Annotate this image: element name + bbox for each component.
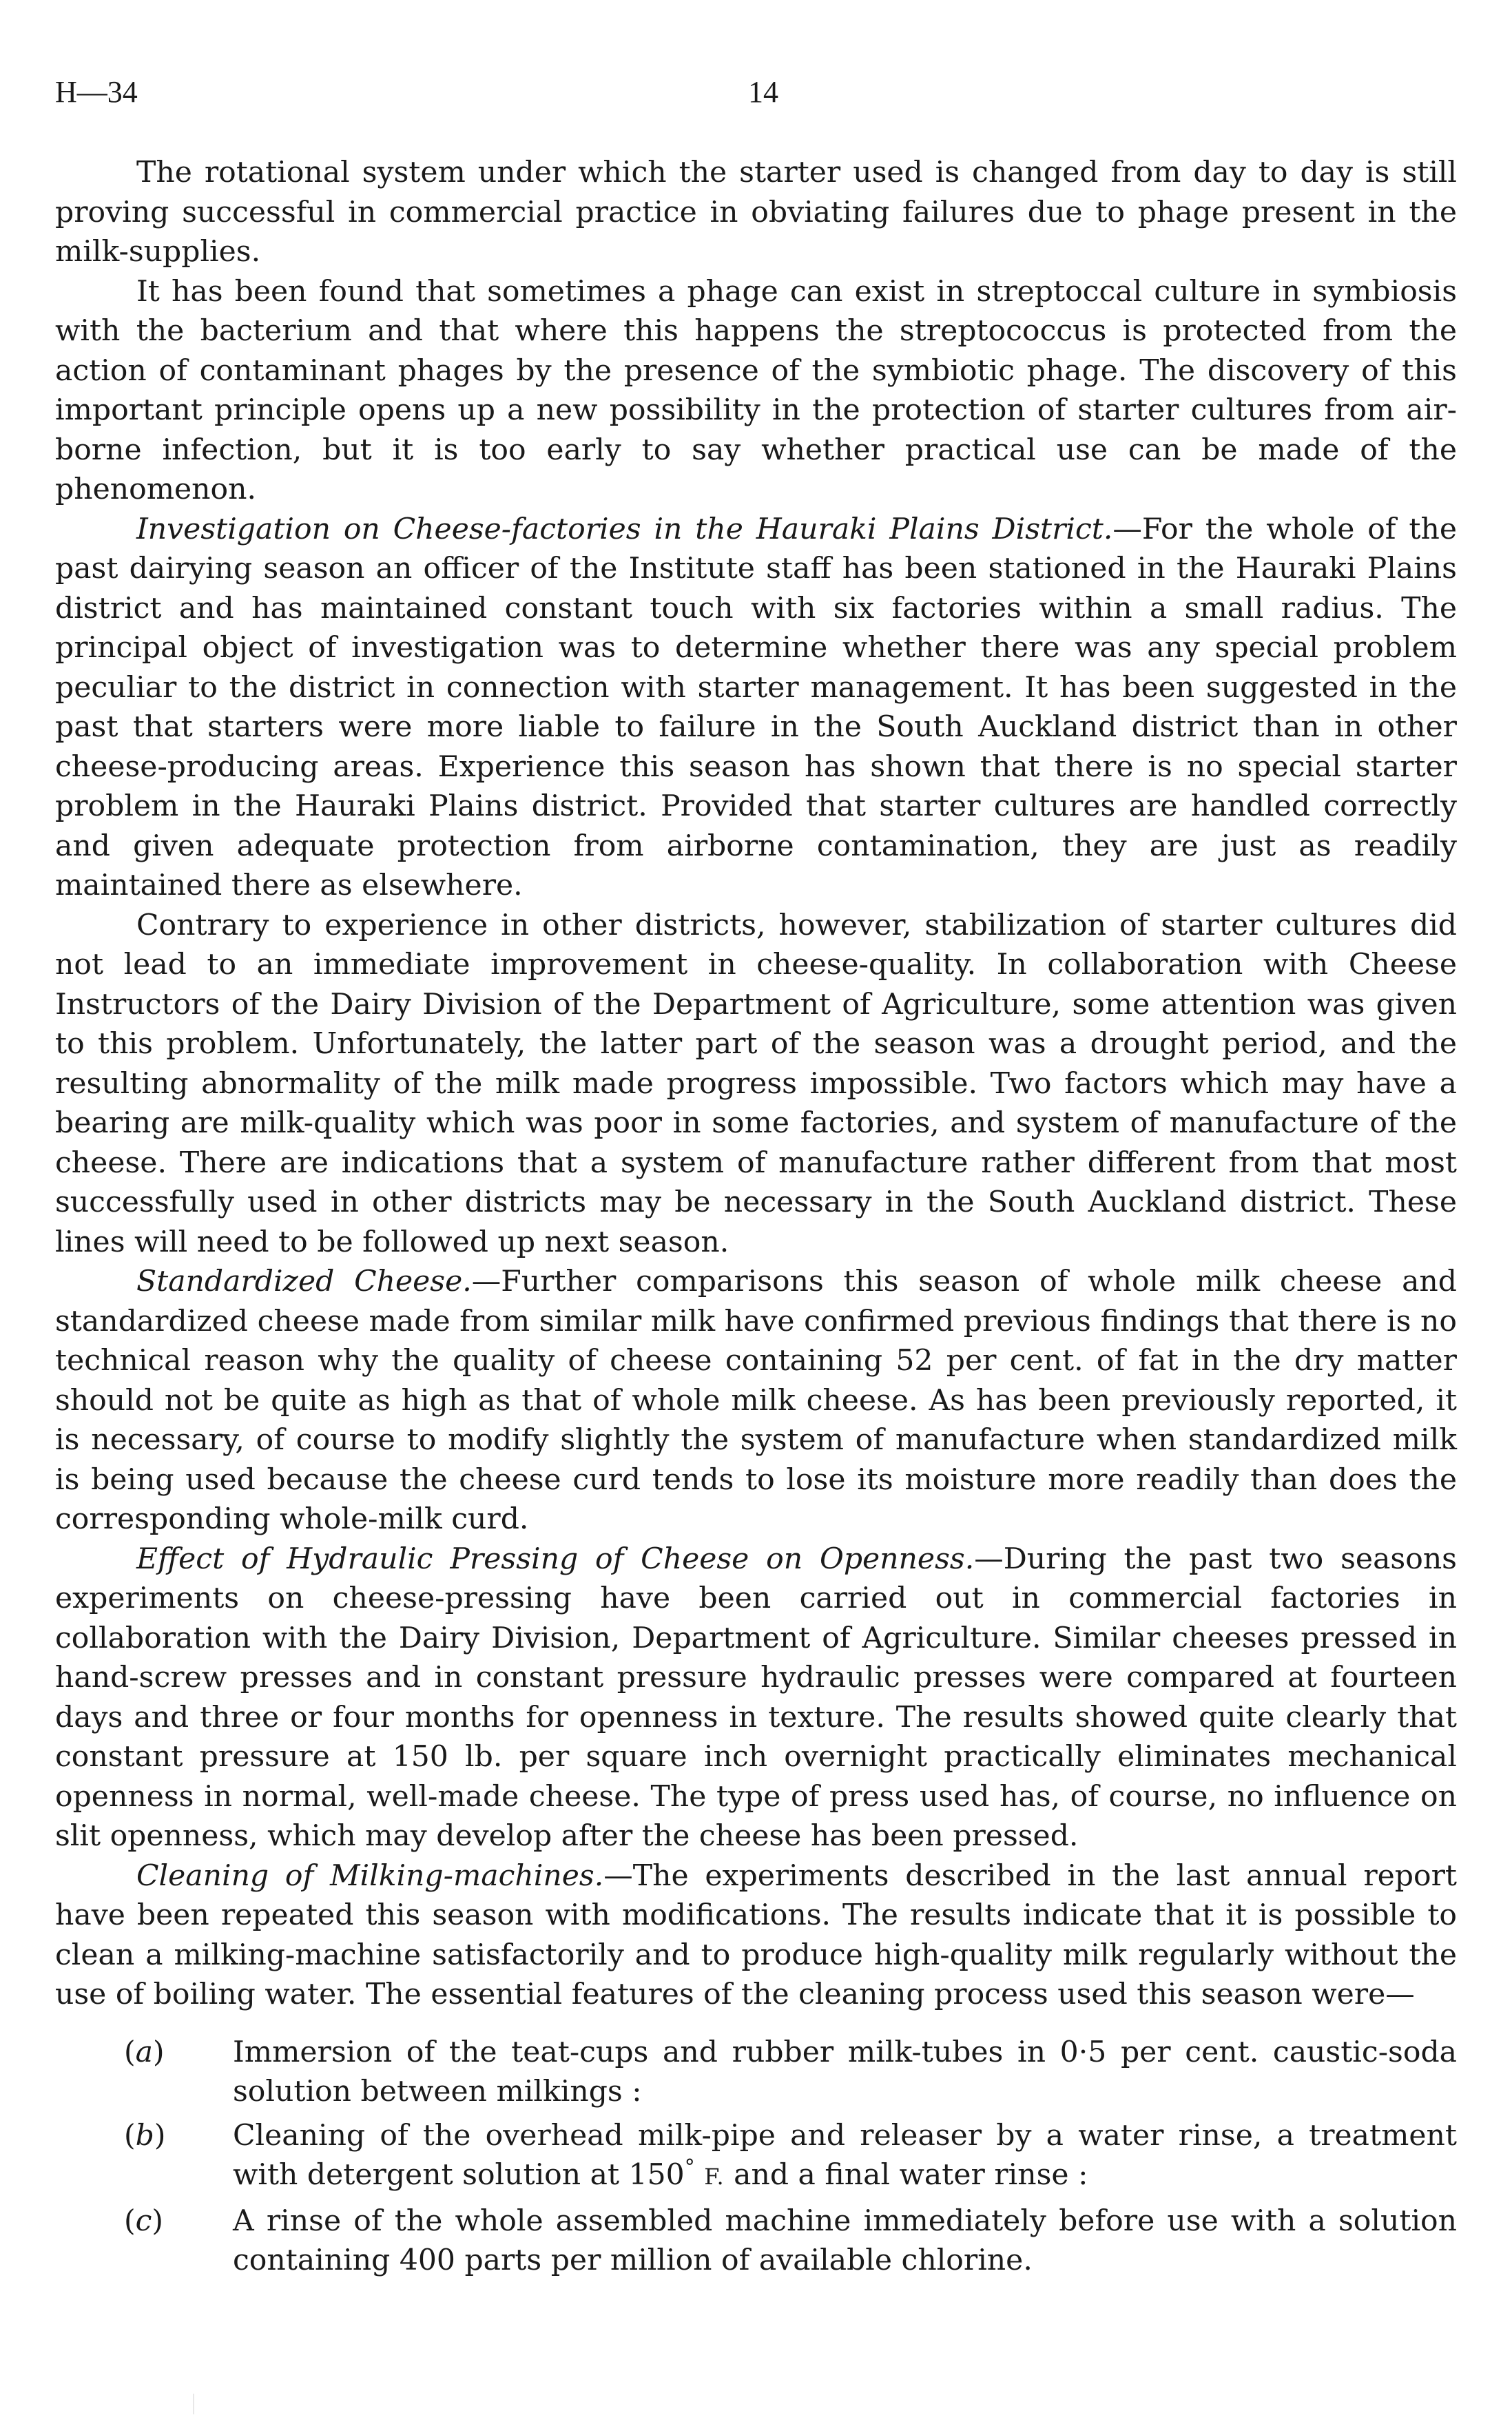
section-hydraulic-pressing: [55, 1540, 1457, 1856]
section-heading-investigation: Investigation on Cheese-factories in the Hauraki Plains District.: [136, 512, 1113, 546]
cleaning-process-list: [55, 2033, 1457, 2281]
section-text-investigation: —For the whole of the past dairying season an officer of the Institute staff has been stationed in the Hauraki Plains district and has maintained constant touch with six factories within a small radius. The principal object of investigation was to determine whether there was any special problem peculiar to the district in connection with starter management. It has been suggested in the past that starters were more liable to failure in the South Auckland district than in other cheese-producing areas. Experience this season has shown that there is no special starter problem in the Hauraki Plains district. Provided that starter cultures are handled correctly and given adequate protection from airborne contamination, they are just as readily maintained there as elsewhere.: [55, 512, 1458, 902]
list-marker-c: (c): [124, 2204, 163, 2238]
section-text-hydraulic-pressing: —During the past two seasons experiments on cheese-pressing have been carried out in commercial factories in collaboration with the Dairy Division, Department of Agriculture. Similar cheeses pressed in hand-screw presses and in constant pressure hydraulic presses were compared at fourteen days and three or four months for openness in texture. The results showed quite clearly that constant pressure at 150 lb. per square inch overnight practically eliminates mechanical openness in normal, well-made cheese. The type of press used has, of course, no influence on slit openness, which may develop after the cheese has been pressed.: [55, 1542, 1457, 1853]
section-text-cleaning-machines: —The experiments described in the last annual report have been repeated this season with modifications. The results indicate that it is possible to clean a milking-machine satisfactorily and to produce high-quality milk regularly without the use of boiling water. The essential features of the cleaning process used this season were—: [55, 1858, 1458, 2011]
list-text-a: Immersion of the teat-cups and rubber milk-tubes in 0·5 per cent. caustic-soda solution between milkings :: [233, 2035, 1457, 2108]
paragraph-rotational-system: The rotational system under which the starter used is changed from day to day is still proving successful in commercial practice in obviating failures due to phage present in the milk-supplies.: [55, 156, 1457, 269]
list-text-b: Cleaning of the overhead milk-pipe and releaser by a water rinse, a treatment with detergent solution at 150° F. and a final water rinse :: [233, 2118, 1457, 2192]
degree-symbol: °: [684, 2155, 695, 2179]
list-marker-b: (b): [124, 2118, 166, 2153]
temperature-unit: F.: [704, 2164, 725, 2190]
list-item-c: [55, 2201, 1457, 2281]
report-body: [55, 153, 1457, 2285]
section-heading-standardized-cheese: Standardized Cheese.: [136, 1265, 472, 1298]
list-text-c: A rinse of the whole assembled machine immediately before use with a solution containing 400 parts per million of available chlorine.: [233, 2204, 1457, 2277]
list-item-a: [55, 2033, 1457, 2112]
section-heading-cleaning-machines: Cleaning of Milking-machines.: [136, 1858, 604, 1893]
page-number: 14: [748, 75, 778, 109]
section-investigation: [55, 510, 1457, 906]
section-standardized-cheese: [55, 1262, 1457, 1540]
report-reference: H—34: [55, 75, 138, 109]
section-text-standardized-cheese: —Further comparisons this season of whole milk cheese and standardized cheese made from similar milk have confirmed previous findings that there is no technical reason why the quality of cheese containing 52 per cent. of fat in the dry matter should not be quite as high as that of whole milk cheese. As has been previously reported, it is necessary, of course to modify slightly the system of manufacture when standardized milk is being used because the cheese curd tends to lose its moisture more readily than does the corresponding whole-milk curd.: [55, 1265, 1457, 1536]
scan-mark: [193, 2394, 194, 2414]
section-cleaning-machines: [55, 1856, 1457, 2015]
paragraph-contrary-experience: Contrary to experience in other districts, however, stabilization of starter cultures did not lead to an immediate improvement in cheese-quality. In collaboration with Cheese Instructors of the Dairy Division of the Department of Agriculture, some attention was given to this problem. Unfortunately, the latter part of the season was a drought period, and the resulting abnormality of the milk made progress impossible. Two factors which may have a bearing are milk-quality which was poor in some factories, and system of manufacture of the cheese. There are indications that a system of manufacture rather different from that most successfully used in other districts may be necessary in the South Auckland district. These lines will need to be followed up next season.: [55, 908, 1457, 1259]
section-heading-hydraulic-pressing: Effect of Hydraulic Pressing of Cheese on Openness.: [136, 1542, 975, 1576]
list-marker-a: (a): [124, 2035, 165, 2069]
paragraph-symbiotic-phage: It has been found that sometimes a phage can exist in streptoccal culture in symbiosis with the bacterium and that where this happens the streptococcus is protected from the action of contaminant phages by the presence of the symbiotic phage. The discovery of this important principle opens up a new possibility in the protection of starter cultures from air-borne infection, but it is too early to say whether practical use can be made of the phenomenon.: [55, 274, 1457, 506]
page-header: [55, 74, 1457, 116]
list-item-b: [55, 2116, 1457, 2197]
